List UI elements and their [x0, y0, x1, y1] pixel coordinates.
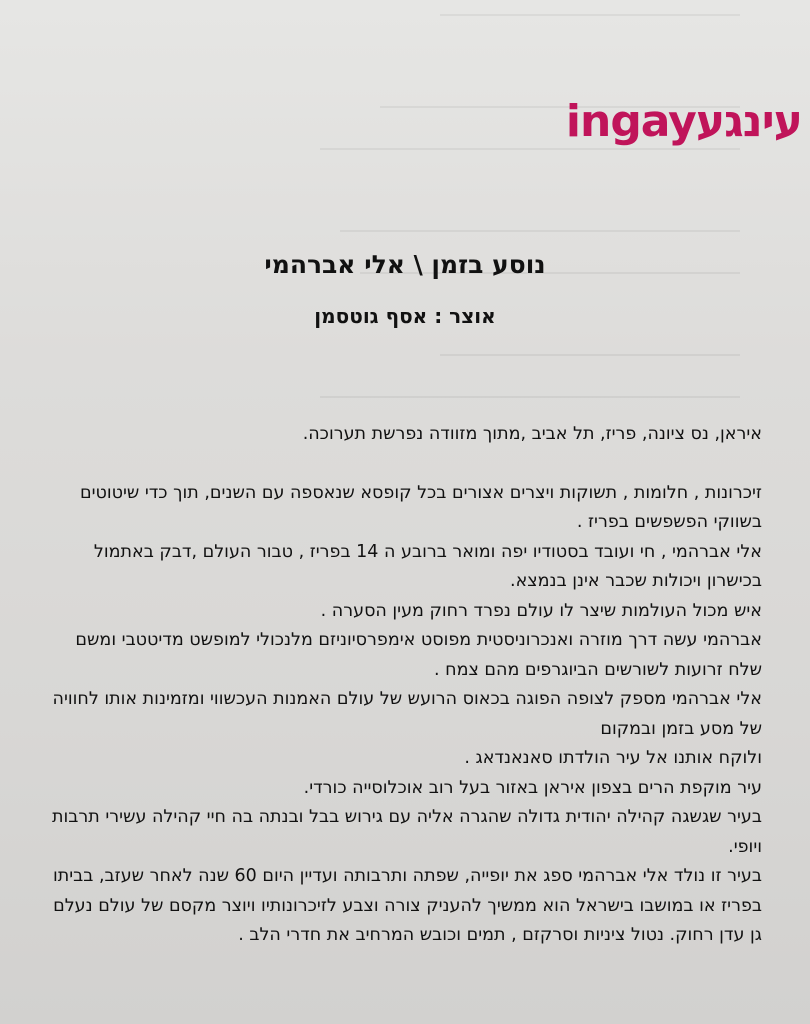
- text-paragraph: בעיר שגשגה קהילה יהודית גדולה שהגרה אליה עם גירוש בבל ובנתה בה חיי קהילה עשירי תרבות ויופי.: [52, 807, 762, 857]
- exhibition-text: [40, 420, 762, 951]
- exhibition-title: נוסע בזמן \ אלי אברהמי: [264, 250, 546, 279]
- text-paragraph: אברהמי עשה דרך מוזרה ואנכרוניסטית מפוסט אימפרסיוניזם מלנכולי למופשט מדיטטבי ומשם שלח זרועות לשורשים הביוגרפים מהם צמח .: [75, 630, 762, 680]
- paragraph-gap: [40, 450, 762, 479]
- text-paragraph: זיכרונות , חלומות , תשוקות ויצרים אצורים בכל קופסא שנאספה עם השנים, תוך כדי שיטוטים בשווקי הפשפשים בפריז .: [79, 482, 762, 532]
- text-paragraph: אלי אברהמי מספק לצופה הפוגה בכאוס הרועש של עולם האמנות העכשווי ומזמינות אותו לחוויה של מסע בזמן ובמקום: [52, 689, 762, 739]
- text-paragraph: בעיר זו נולד אלי אברהמי ספג את יופייה, שפתה ותרבותה ועדיין היום 60 שנה לאחר שעזב, בביתו בפריז או במושבו בישראל הוא ממשיך להעניק צורה וצבע לזיכרונותיו ויוצר מקסם של עולם נעלם גן עדן רחוק. נטול ציניות וסרקזם , תמים וכובש המרחיב את חדרי הלב .: [52, 866, 762, 945]
- text-paragraph: איש מכול העולמות שיצר לו עולם נפרד רחוק מעין הסערה .: [320, 600, 762, 621]
- curator-line: אוצר : אסף גוטסמן: [314, 304, 496, 328]
- ingay-logo: ingayעינגע: [565, 96, 802, 147]
- text-paragraph: ולוקח אותנו אל עיר הולדתו סאנאנדאג .: [464, 748, 762, 768]
- text-paragraph: אלי אברהמי , חי ועובד בסטודיו יפה ומואר ברובע ה 14 בפריז , טבור העולם ,דבק באתמול בכישרון ויכולות שכבר אינן בנמצא.: [93, 541, 762, 591]
- text-paragraph: איראן, נס ציונה, פריז, תל אביב ,מתוך מזוודה נפרשת תערוכה.: [302, 424, 762, 444]
- text-paragraph: עיר מוקפת הרים בצפון איראן באזור בעל רוב אוכלוסייה כורדי.: [303, 777, 762, 798]
